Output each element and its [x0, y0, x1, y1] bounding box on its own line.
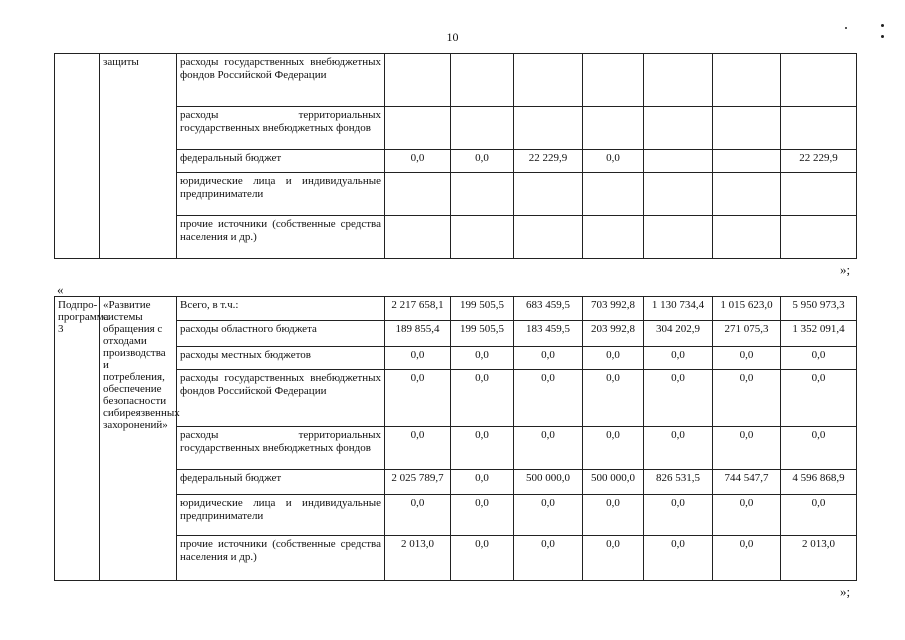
scan-speck: [881, 24, 884, 27]
value-cell: 0,0: [781, 495, 857, 536]
value-cell: [781, 216, 857, 259]
value-cell: [781, 107, 857, 150]
value-cell: 271 075,3: [713, 321, 781, 347]
value-cell: 0,0: [713, 347, 781, 370]
value-cell: 0,0: [713, 495, 781, 536]
subprogram-label-cell: Подпро-программа 3: [55, 297, 100, 581]
value-cell: 0,0: [713, 536, 781, 581]
value-cell: [385, 107, 451, 150]
value-cell: [781, 173, 857, 216]
value-cell: [713, 150, 781, 173]
value-cell: 0,0: [451, 370, 514, 427]
source-cell: юридические лица и индивидуальные предприниматели: [177, 495, 385, 536]
value-cell: [583, 216, 644, 259]
table-row: [55, 54, 857, 107]
value-cell: 199 505,5: [451, 321, 514, 347]
scan-speck: [845, 27, 847, 29]
value-cell: [583, 173, 644, 216]
value-cell: [451, 216, 514, 259]
subprogram-title-cell: «Развитие системы обращения с отходами производства и потребления, обеспечение безопасности сибиреязвенных захоронений»: [100, 297, 177, 581]
value-cell: [451, 107, 514, 150]
value-cell: 2 013,0: [781, 536, 857, 581]
value-cell: 0,0: [385, 427, 451, 470]
value-cell: [644, 54, 713, 107]
value-cell: [713, 54, 781, 107]
source-cell: прочие источники (собственные средства населения и др.): [177, 216, 385, 259]
value-cell: 199 505,5: [451, 297, 514, 321]
value-cell: 0,0: [583, 536, 644, 581]
value-cell: 1 352 091,4: [781, 321, 857, 347]
value-cell: 1 130 734,4: [644, 297, 713, 321]
value-cell: 683 459,5: [514, 297, 583, 321]
value-cell: [514, 173, 583, 216]
value-cell: [514, 54, 583, 107]
value-cell: 0,0: [451, 536, 514, 581]
value-cell: 0,0: [583, 495, 644, 536]
value-cell: 304 202,9: [644, 321, 713, 347]
value-cell: 0,0: [644, 536, 713, 581]
value-cell: 500 000,0: [514, 470, 583, 495]
value-cell: 22 229,9: [514, 150, 583, 173]
value-cell: [514, 107, 583, 150]
value-cell: 826 531,5: [644, 470, 713, 495]
source-cell: Всего, в т.ч.:: [177, 297, 385, 321]
value-cell: 0,0: [385, 150, 451, 173]
value-cell: 189 855,4: [385, 321, 451, 347]
source-cell: федеральный бюджет: [177, 150, 385, 173]
program-title-cell: защиты: [100, 54, 177, 259]
source-cell: расходы местных бюджетов: [177, 347, 385, 370]
value-cell: 1 015 623,0: [713, 297, 781, 321]
value-cell: 22 229,9: [781, 150, 857, 173]
value-cell: 0,0: [583, 347, 644, 370]
opening-quote-mark: «: [57, 282, 64, 297]
source-cell: расходы областного бюджета: [177, 321, 385, 347]
funding-table-continuation: [54, 53, 857, 259]
value-cell: 2 217 658,1: [385, 297, 451, 321]
closing-quote-mark: »;: [840, 584, 851, 599]
value-cell: 703 992,8: [583, 297, 644, 321]
value-cell: 0,0: [514, 370, 583, 427]
value-cell: [451, 173, 514, 216]
value-cell: 0,0: [583, 427, 644, 470]
value-cell: 0,0: [451, 470, 514, 495]
value-cell: 183 459,5: [514, 321, 583, 347]
value-cell: 2 025 789,7: [385, 470, 451, 495]
value-cell: [583, 107, 644, 150]
value-cell: [713, 216, 781, 259]
value-cell: 0,0: [713, 427, 781, 470]
source-cell: расходы территориальных государственных внебюджетных фондов: [177, 427, 385, 470]
source-cell: прочие источники (собственные средства населения и др.): [177, 536, 385, 581]
value-cell: [644, 150, 713, 173]
subprogram-3-funding-table: [54, 296, 857, 581]
value-cell: [644, 107, 713, 150]
value-cell: [385, 54, 451, 107]
value-cell: [451, 54, 514, 107]
value-cell: 0,0: [385, 495, 451, 536]
value-cell: 0,0: [781, 347, 857, 370]
page-number: 10: [446, 30, 459, 44]
value-cell: [385, 216, 451, 259]
value-cell: 0,0: [514, 427, 583, 470]
closing-quote-mark: »;: [840, 262, 851, 277]
value-cell: 4 596 868,9: [781, 470, 857, 495]
value-cell: 0,0: [451, 427, 514, 470]
value-cell: [514, 216, 583, 259]
value-cell: 0,0: [781, 370, 857, 427]
value-cell: [644, 216, 713, 259]
value-cell: 0,0: [385, 370, 451, 427]
value-cell: 0,0: [451, 347, 514, 370]
value-cell: [713, 107, 781, 150]
value-cell: 0,0: [385, 347, 451, 370]
value-cell: 0,0: [781, 427, 857, 470]
value-cell: 744 547,7: [713, 470, 781, 495]
source-cell: расходы государственных внебюджетных фондов Российской Федерации: [177, 54, 385, 107]
value-cell: 0,0: [514, 536, 583, 581]
value-cell: [385, 173, 451, 216]
source-cell: расходы государственных внебюджетных фондов Российской Федерации: [177, 370, 385, 427]
value-cell: 0,0: [644, 347, 713, 370]
value-cell: 5 950 973,3: [781, 297, 857, 321]
value-cell: 0,0: [644, 427, 713, 470]
value-cell: 0,0: [514, 347, 583, 370]
value-cell: [583, 54, 644, 107]
empty-cell: [55, 54, 100, 259]
value-cell: 0,0: [583, 150, 644, 173]
value-cell: [781, 54, 857, 107]
value-cell: 203 992,8: [583, 321, 644, 347]
value-cell: 0,0: [583, 370, 644, 427]
value-cell: 0,0: [713, 370, 781, 427]
value-cell: 0,0: [644, 495, 713, 536]
value-cell: 0,0: [451, 150, 514, 173]
value-cell: 2 013,0: [385, 536, 451, 581]
value-cell: [713, 173, 781, 216]
value-cell: 0,0: [451, 495, 514, 536]
source-cell: федеральный бюджет: [177, 470, 385, 495]
source-cell: юридические лица и индивидуальные предприниматели: [177, 173, 385, 216]
source-cell: расходы территориальных государственных внебюджетных фондов: [177, 107, 385, 150]
scan-speck: [881, 35, 884, 38]
value-cell: 0,0: [514, 495, 583, 536]
value-cell: 500 000,0: [583, 470, 644, 495]
value-cell: [644, 173, 713, 216]
value-cell: 0,0: [644, 370, 713, 427]
table-row: [55, 297, 857, 321]
